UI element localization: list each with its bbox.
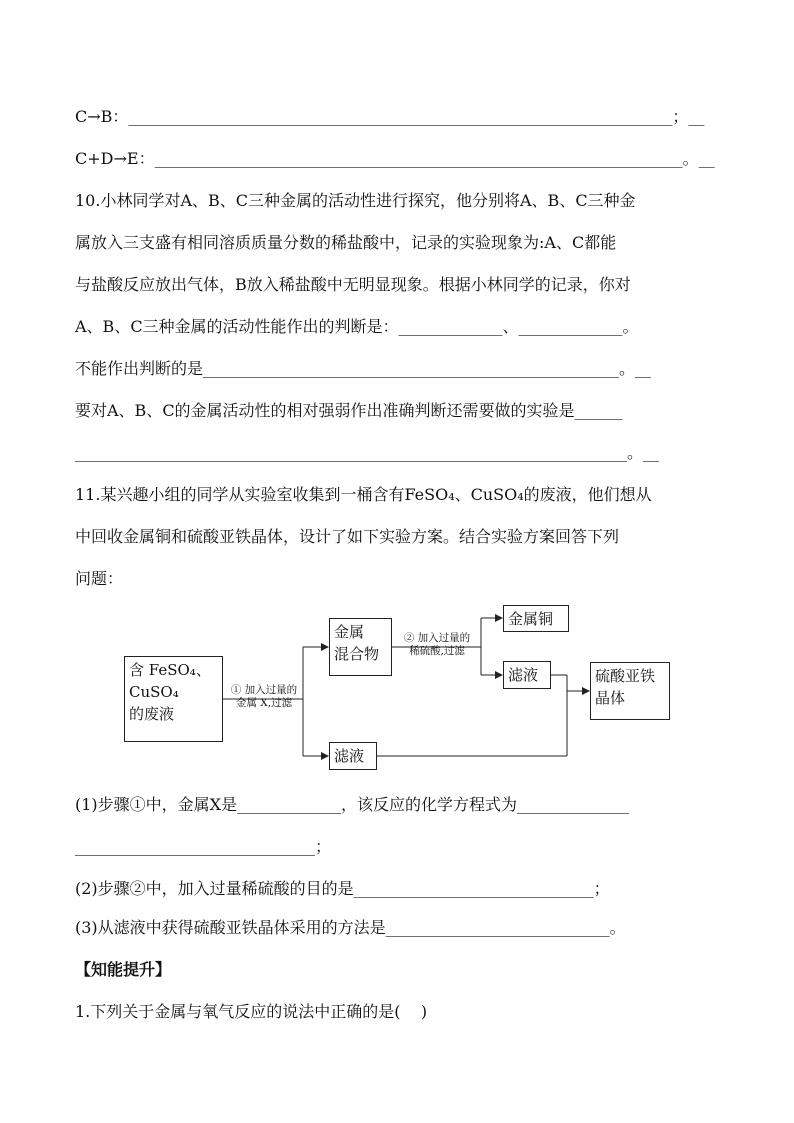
q11-line-1: 11.某兴趣小组的同学从实验室收集到一桶含有FeSO₄、CuSO₄的废液，他们想从 [75,485,652,504]
answer-line-c-plus-d-to-e: C+D→E：__________________________________________________________________。__ [75,149,715,168]
step2-label: ② 加入过量的 稀硫酸,过滤 [403,632,471,657]
final-question: 1.下列关于金属与氧气反应的说法中正确的是( ) [75,1002,428,1021]
q10-line-5: 不能作出判断的是____________________________________________________。__ [75,359,652,378]
copper-box: 金属铜 [503,605,569,632]
q10-line-7: _____________________________________________________________________。__ [75,443,659,462]
q10-line-2: 属放入三支盛有相同溶质质量分数的稀盐酸中，记录的实验现象为:A、C都能 [75,233,617,252]
q11-part2: (2)步骤②中，加入过量稀硫酸的目的是______________________________； [75,879,610,898]
section-title: 【知能提升】 [75,960,172,979]
q11-line-3: 问题： [75,569,124,588]
q11-part1-line-1: (1)步骤①中，金属X是_____________，该反应的化学方程式为______________ [75,795,630,814]
q10-line-4: A、B、C三种金属的活动性能作出的判断是：_____________、_____________。 [75,317,639,336]
q10-line-3: 与盐酸反应放出气体，B放入稀盐酸中无明显现象。根据小林同学的记录，你对 [75,275,631,294]
metal-mixture-box: 金属 混合物 [329,618,392,676]
filtrate-bottom-box: 滤液 [329,742,377,770]
q10-line-6: 要对A、B、C的金属活动性的相对强弱作出准确判断还需要做的实验是______ [75,401,623,420]
answer-line-c-to-b: C→B：____________________________________________________________________；__ [75,107,705,126]
q10-line-1: 10.小林同学对A、B、C三种金属的活动性进行探究，他分别将A、B、C三种金 [75,191,636,210]
ferrous-sulfate-crystal-box: 硫酸亚铁 晶体 [590,662,670,720]
q11-part1-line-2: ______________________________； [75,837,332,856]
waste-liquid-box: 含 FeSO₄、 CuSO₄ 的废液 [124,656,223,742]
step1-label: ① 加入过量的 金属 X,过滤 [230,684,298,709]
q11-line-2: 中回收金属铜和硫酸亚铁晶体，设计了如下实验方案。结合实验方案回答下列 [75,527,620,546]
q11-part3: (3)从滤液中获得硫酸亚铁晶体采用的方法是____________________________。 [75,918,626,937]
filtrate-top-box: 滤液 [503,661,551,689]
